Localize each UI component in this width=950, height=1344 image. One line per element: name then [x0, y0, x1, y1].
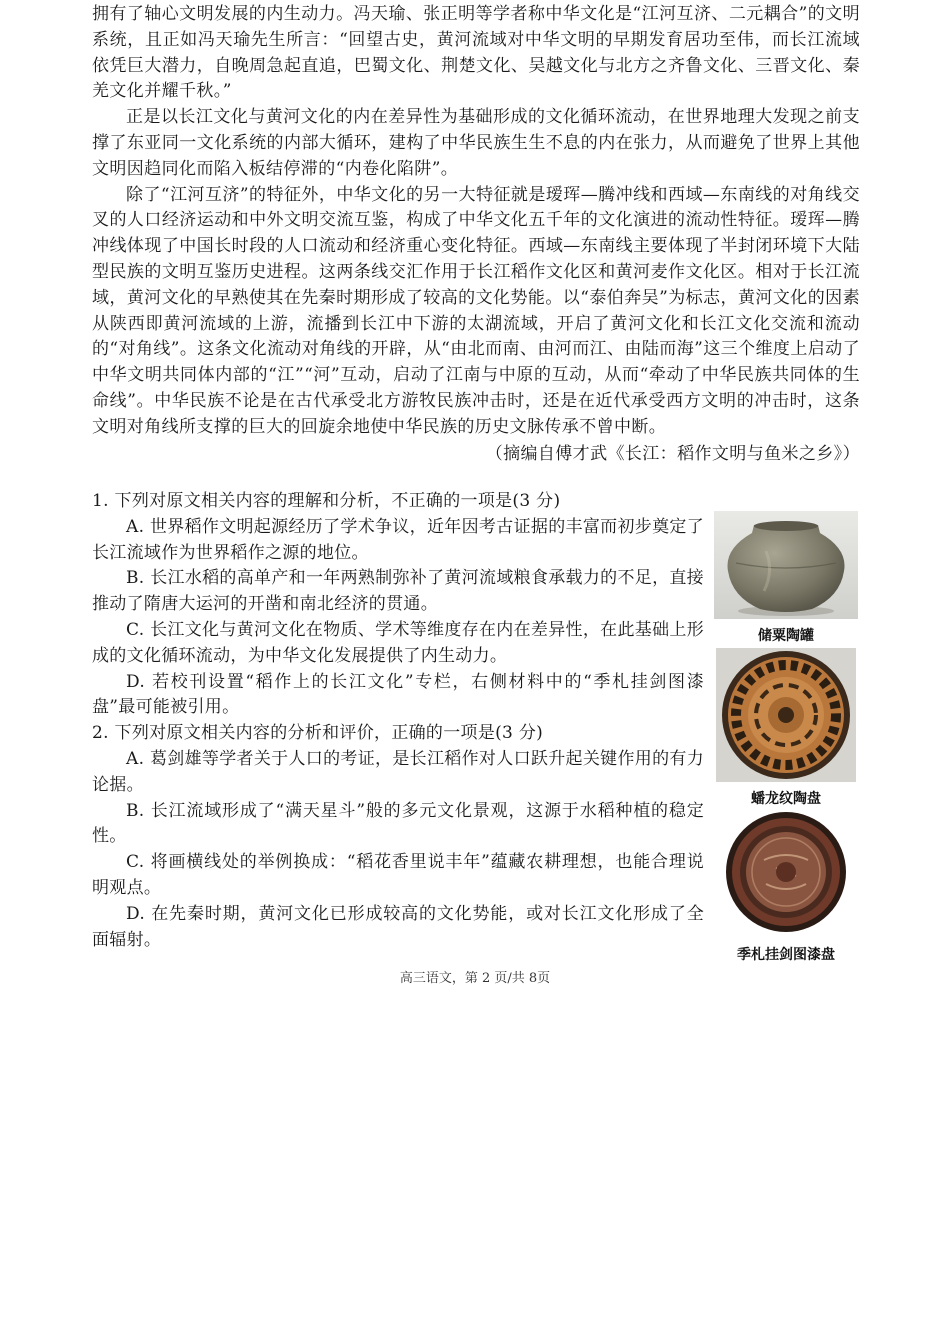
question-option: D. 若校刊设置“稻作上的长江文化”专栏，右侧材料中的“季札挂剑图漆盘”最可能被引用。	[92, 671, 704, 718]
passage-source: （摘编自傅才武《长江：稻作文明与鱼米之乡》）	[485, 443, 860, 464]
figure-caption: 季札挂剑图漆盘	[737, 947, 835, 963]
question-option: A. 世界稻作文明起源经历了学术争议，近年因考古证据的丰富而初步奠定了长江流域作为世界稻作之源的地位。	[92, 516, 704, 563]
lacquer-plate-icon	[720, 810, 852, 938]
page-footer: 高三语文，第 2 页/共 8页	[399, 971, 551, 986]
question-option: A. 葛剑雄等学者关于人口的考证，是长江稻作对人口跃升起关键作用的有力论据。	[92, 748, 704, 795]
figure-lacquer-plate	[720, 810, 852, 964]
question-stem: 1. 下列对原文相关内容的理解和分析，不正确的一项是(3 分)	[92, 491, 561, 511]
question-option: C. 长江文化与黄河文化在物质、学术等维度存在内在差异性，在此基础上形成的文化循环流动，为中华文化发展提供了内生动力。	[92, 619, 704, 666]
question-section	[92, 489, 704, 953]
figure-dragon-plate	[716, 648, 856, 808]
passage-paragraph-2: 正是以长江文化与黄河文化的内在差异性为基础形成的文化循环流动，在世界地理大发现之前支撑了东亚同一文化系统的内部大循环，建构了中华民族生生不息的内在张力，从而避免了世界上其他文明因趋同化而陷入板结停滞的“内卷化陷阱”。	[92, 107, 860, 179]
dragon-plate-icon	[716, 648, 856, 782]
question-2	[92, 721, 704, 953]
figure-pottery-jar	[714, 511, 858, 645]
question-stem: 2. 下列对原文相关内容的分析和评价，正确的一项是(3 分)	[92, 723, 544, 744]
question-option: D. 在先秦时期，黄河文化已形成较高的文化势能，或对长江文化形成了全面辐射。	[92, 903, 704, 950]
reading-passage	[92, 2, 860, 467]
pottery-jar-icon	[714, 511, 858, 619]
figure-caption: 储粟陶罐	[758, 628, 814, 644]
question-option: B. 长江流域形成了“满天星斗”般的多元文化景观，这源于水稻种植的稳定性。	[92, 800, 704, 847]
figure-caption: 蟠龙纹陶盘	[751, 791, 821, 807]
passage-paragraph-3: 除了“江河互济”的特征外，中华文化的另一大特征就是瑷珲—腾冲线和西域—东南线的对角线交叉的人口经济运动和中外文明交流互鉴，构成了中华文化五千年的文化演进的流动性特征。瑷珲—腾冲线体现了中国长时段的人口流动和经济重心变化特征。西域—东南线主要体现了半封闭环境下大陆型民族的文明互鉴历史进程。这两条线交汇作用于长江稻作文化区和黄河麦作文化区。相对于长江流域，黄河文化的早熟使其在先秦时期形成了较高的文化势能。以“泰伯奔吴”为标志，黄河文化的因素从陕西即黄河流域的上游，流播到长江中下游的太湖流域，开启了黄河文化和长江文化交流和流动的“对角线”。这条文化流动对角线的开辟，从“由北而南、由河而江、由陆而海”这三个维度上启动了中华文明共同体内部的“江”“河”互动，启动了江南与中原的互动，从而“牵动了中华民族共同体的生命线”。中华民族不论是在古代承受北方游牧民族冲击时，还是在近代承受西方文明的冲击时，这条文明对角线所支撑的巨大的回旋余地使中华民族的历史文脉传承不曾中断。	[92, 184, 860, 437]
question-option: B. 长江水稻的高单产和一年两熟制弥补了黄河流域粮食承载力的不足，直接推动了隋唐大运河的开凿和南北经济的贯通。	[92, 568, 704, 615]
question-1	[92, 489, 704, 721]
question-option: C. 将画横线处的举例换成：“稻花香里说丰年”蕴藏农耕理想，也能合理说明观点。	[92, 852, 704, 898]
passage-paragraph-1: 拥有了轴心文明发展的内生动力。冯天瑜、张正明等学者称中华文化是“江河互济、二元耦合”的文明系统，且正如冯天瑜先生所言：“回望古史，黄河流域对中华文明的早期发育居功至伟，而长江流域依凭巨大潜力，自晚周急起直追，巴蜀文化、荆楚文化、吴越文化与北方之齐鲁文化、三晋文化、秦羌文化并耀千秋。”	[92, 4, 860, 102]
